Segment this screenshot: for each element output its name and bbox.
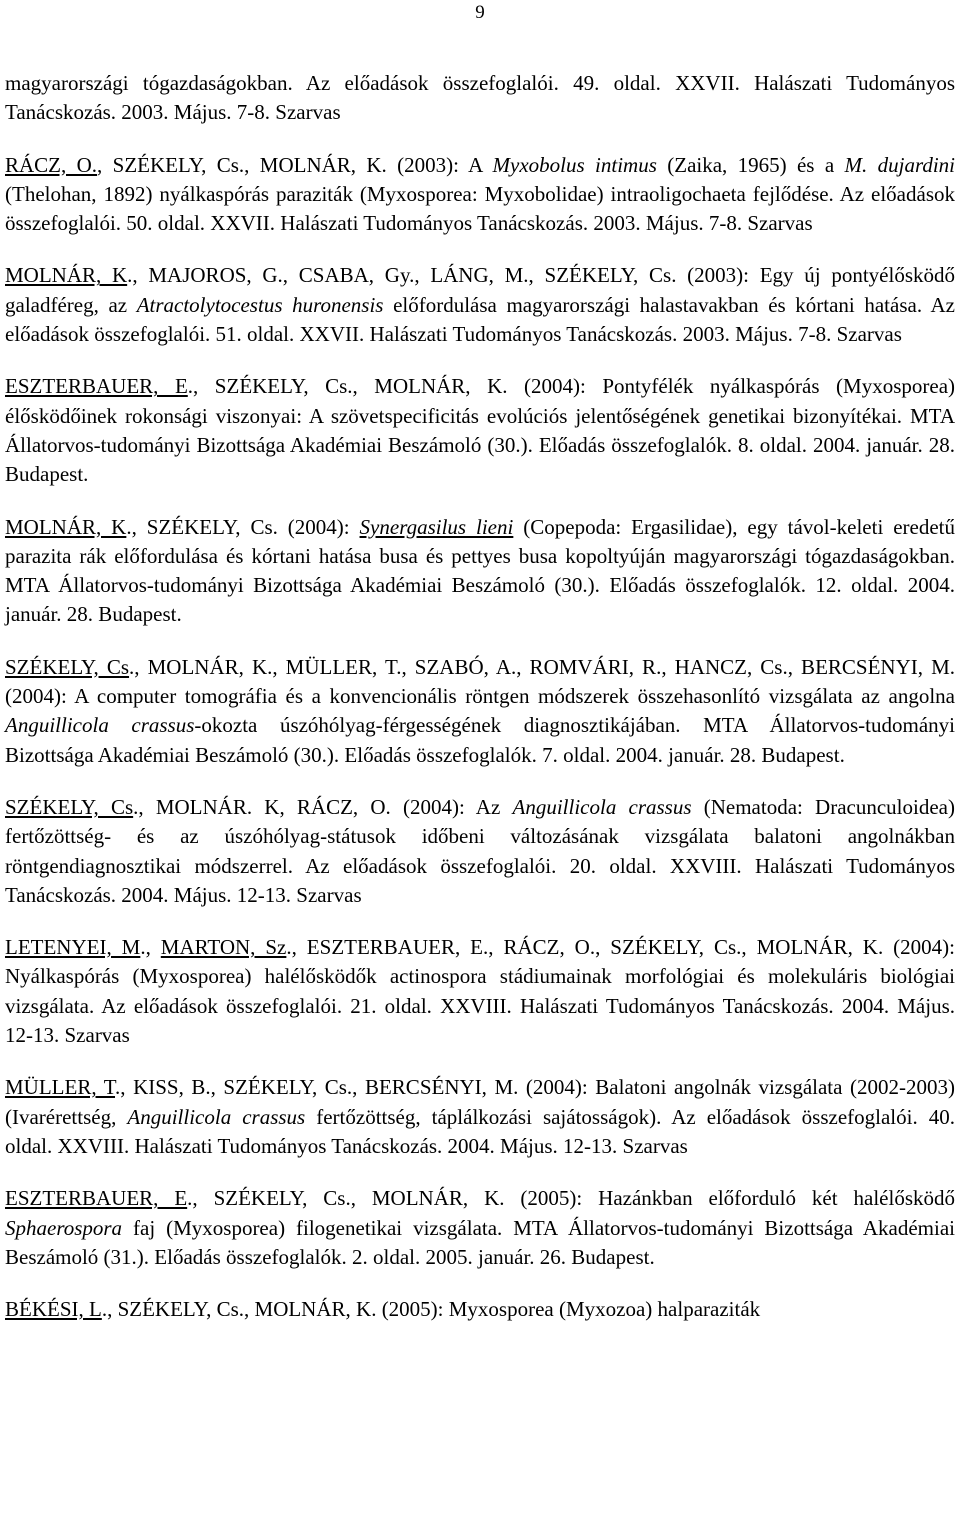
entry-text: ., KISS, B., SZÉKELY, Cs., BERCSÉNYI, M. (2004): Balatoni angolnák vizsgálata (2002-2003) (Ivarérettség, [5,1075,955,1129]
entry-text: -okozta úszóhólyag-férgességének diagnosztikájában. MTA Állatorvos-tudományi Bizottsága Akadémiai Beszámoló (30.). Előadás összefoglalók. 7. oldal. 2004. január. 28. Budapest. [5,713,955,767]
species-name: Atractolytocestus huronensis [136,292,384,317]
species-name: Myxobolus intimus [492,152,657,177]
first-author: SZÉKELY, Cs [5,794,134,819]
entry-text: ., MOLNÁR, K., MÜLLER, T., SZABÓ, A., ROMVÁRI, R., HANCZ, Cs., BERCSÉNYI, M. (2004): A computer tomográfia és a konvencionális röntgen módszerek összehasonlító vizsgálata az angolna [5,654,955,709]
bibliography-entry [5,1295,955,1324]
entry-text: ., SZÉKELY, Cs., MOLNÁR, K. (2005): Myxosporea (Myxozoa) halparaziták [101,1297,761,1322]
first-author: LETENYEI, M [5,935,141,960]
species-name: Sphaerospora [5,1215,123,1240]
species-name: Anguillicola crassus [5,713,195,738]
first-author: RÁCZ, O. [5,152,98,177]
entry-text: ., SZÉKELY, Cs. (2004): [126,514,360,539]
bibliography-entry [5,933,955,1050]
bibliography-entry [5,151,955,239]
first-author: BÉKÉSI, L [5,1297,102,1322]
first-author: SZÉKELY, Cs [5,654,130,679]
bibliography-entry [5,653,955,770]
entry-text: ., ESZTERBAUER, E., RÁCZ, O., SZÉKELY, Cs., MOLNÁR, K. (2004): Nyálkaspórás (Myxosporea) halélősködők actinospora stádiumainak morfológiai és molekuláris biológiai vizsgálata. Az előadások összefoglalói. 21. oldal. XXVIII. Halászati Tudományos Tanácskozás. 2004. Május. 12-13. Szarvas [5,935,955,1048]
species-name: Anguillicola crassus [512,794,692,819]
bibliography-entry [5,69,955,128]
first-author: MARTON, Sz [160,935,287,960]
first-author: ESZTERBAUER, E [5,374,188,399]
entry-text: ., MOLNÁR. K, RÁCZ, O. (2004): Az [133,794,513,819]
first-author: MÜLLER, T [5,1075,116,1100]
bibliography-entry [5,261,955,349]
bibliography-entry [5,513,955,630]
bibliography-entry [5,1184,955,1272]
first-author: MOLNÁR, K [5,263,128,288]
entry-text: (Zaika, 1965) és a [656,152,845,177]
bibliography-entry [5,372,955,489]
entry-text: (Thelohan, 1892) nyálkaspórás paraziták (Myxosporea: Myxobolidae) intraoligochaeta fejlődése. Az előadások összefoglalói. 50. oldal. XXVII. Halászati Tudományos Tanácskozás. 2003. Május. 7-8. Szarvas [5,181,955,236]
bibliography-entry [5,1073,955,1161]
bibliography-entry [5,793,955,910]
entry-text: magyarországi tógazdaságokban. Az előadások összefoglalói. 49. oldal. XXVII. Halászati Tudományos Tanácskozás. 2003. Május. 7-8. Szarvas [5,71,955,125]
entry-text: ., SZÉKELY, Cs., MOLNÁR, K. (2005): Hazánkban előforduló két halélősködő [187,1186,955,1211]
entry-text: faj (Myxosporea) filogenetikai vizsgálata. MTA Állatorvos-tudományi Bizottsága Akadémiai Beszámoló (31.). Előadás összefoglalók. 2. oldal. 2005. január. 26. Budapest. [5,1215,955,1269]
entry-text: ., [140,935,161,960]
bibliography-list [5,69,955,1324]
entry-text: , SZÉKELY, Cs., MOLNÁR, K. (2003): A [97,152,493,177]
page-number: 9 [475,2,485,23]
entry-text: ., MAJOROS, G., CSABA, Gy., LÁNG, M., SZÉKELY, Cs. (2003): Egy új pontyélősködő galadféreg, az [5,263,955,317]
entry-text: fertőzöttség, táplálkozási sajátosságok). Az előadások összefoglalói. 40. oldal. XXVIII. Halászati Tudományos Tanácskozás. 2004. Május. 12-13. Szarvas [5,1104,955,1158]
entry-text: ., SZÉKELY, Cs., MOLNÁR, K. (2004): Pontyfélék nyálkaspórás (Myxosporea) élősködőinek rokonsági viszonyai: A szövetspecificitás evolúciós jelentőségének genetikai bizonyítékai. MTA Állatorvos-tudományi Bizottsága Akadémiai Beszámoló (30.). Előadás összefoglalók. 8. oldal. 2004. január. 28. Budapest. [5,374,956,487]
entry-text: (Nematoda: Dracunculoidea) fertőzöttség- és az úszóhólyag-státusok időbeni változásának vizsgálata balatoni angolnákban röntgendiagnosztikai módszerrel. Az előadások összefoglalói. 20. oldal. XXVIII. Halászati Tudományos Tanácskozás. 2004. Május. 12-13. Szarvas [5,794,955,907]
entry-text: (Copepoda: Ergasilidae), egy távol-keleti eredetű parazita rák előfordulása és kórtani hatása busa és pettyes busa kopoltyúján magyarországi tógazdaságokban. MTA Állatorvos-tudományi Bizottsága Akadémiai Beszámoló (30.). Előadás összefoglalók. 12. oldal. 2004. január. 28. Budapest. [5,514,955,627]
first-author: ESZTERBAUER, E [5,1186,188,1211]
first-author: MOLNÁR, K [5,514,127,539]
species-name: Synergasilus lieni [359,514,514,539]
species-name: M. dujardini [844,152,956,177]
entry-text: előfordulása magyarországi halastavakban és kórtani hatása. Az előadások összefoglalói. 51. oldal. XXVII. Halászati Tudományos Tanácskozás. 2003. Május. 7-8. Szarvas [5,292,955,347]
species-name: Anguillicola crassus [127,1104,306,1129]
